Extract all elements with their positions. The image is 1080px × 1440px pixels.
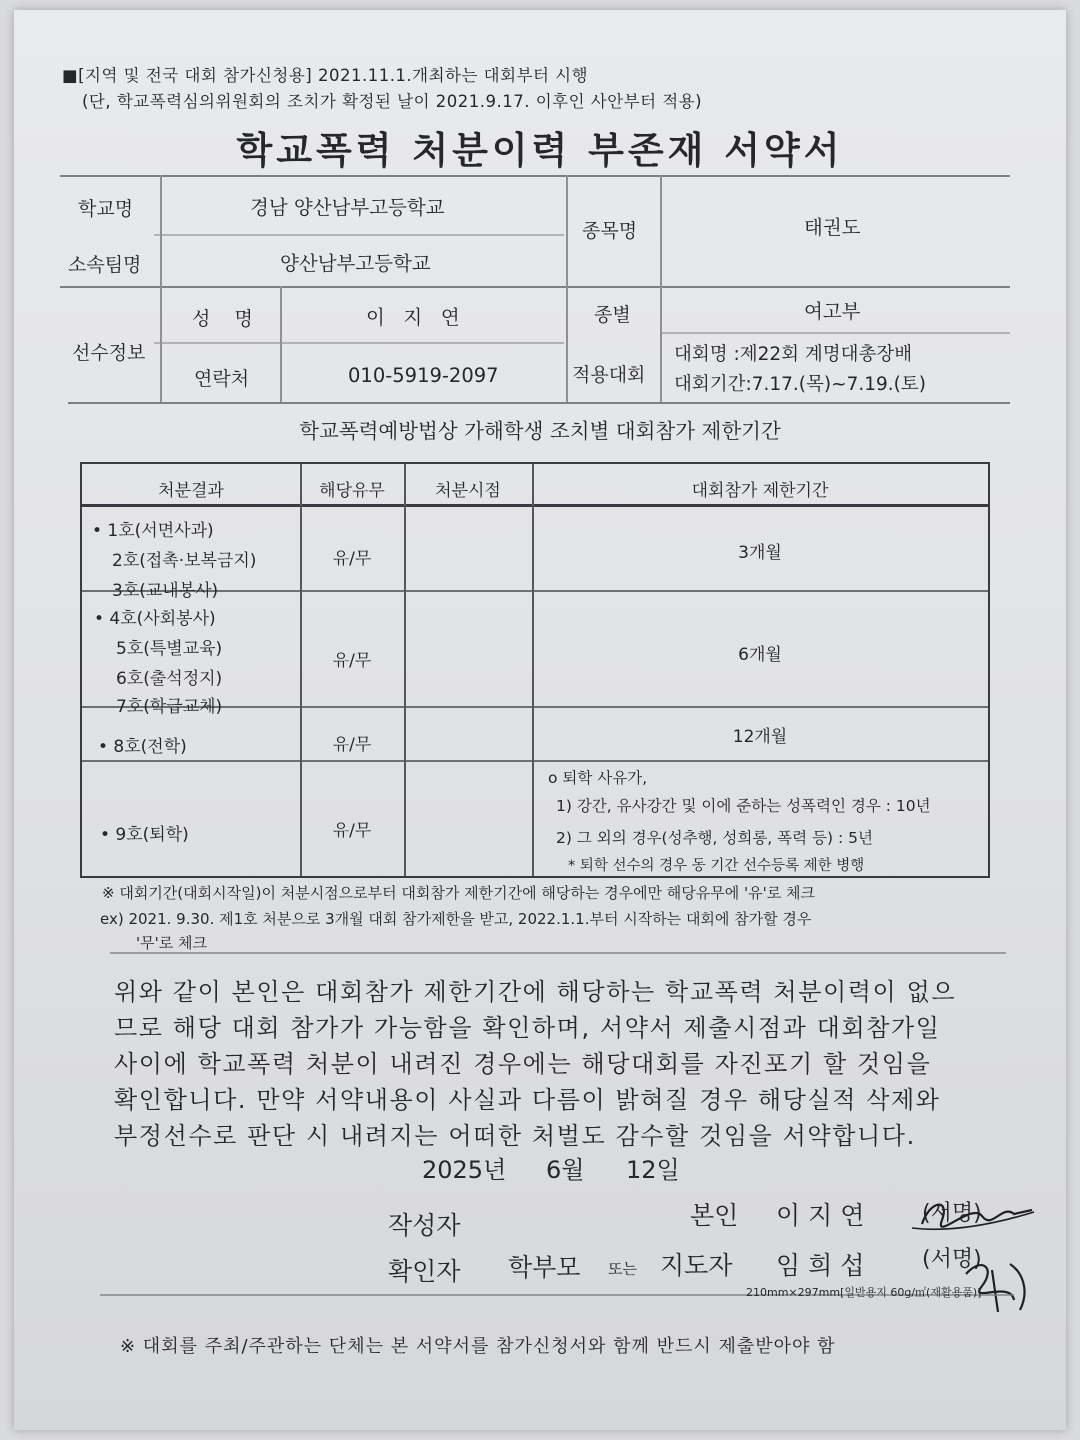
document-page xyxy=(14,10,1066,1430)
or-label: 또는 xyxy=(608,1260,637,1278)
row2-item-1: • 4호(사회봉사) xyxy=(94,609,216,629)
table-col-2 xyxy=(404,464,406,876)
restriction-title: 학교폭력예방법상 가해학생 조치별 대회참가 제한기간 xyxy=(299,419,781,443)
row3-item-1: • 8호(전학) xyxy=(98,737,187,757)
row4-period-line-3: 2) 그 외의 경우(성추행, 성희롱, 폭력 등) : 5년 xyxy=(556,829,873,847)
page-title: 학교폭력 처분이력 부존재 서약서 xyxy=(236,129,844,172)
row1-item-1: • 1호(서면사과) xyxy=(92,521,214,541)
coach-sign-label: (서명) xyxy=(922,1247,982,1272)
pledge-line-1: 위와 같이 본인은 대회참가 제한기간에 해당하는 학교폭력 처분이력이 없으 xyxy=(114,978,957,1006)
header-applicable: 해당유무 xyxy=(319,481,385,501)
paper-spec: 210mm×297mm[일반용지 60g/㎡(재활용품)] xyxy=(746,1286,982,1299)
row1-item-3: 3호(교내봉사) xyxy=(112,581,219,601)
self-name: 이 지 연 xyxy=(776,1201,865,1230)
info-divider-category xyxy=(660,332,1010,334)
notice-line-1: ■[지역 및 전국 대회 참가신청용] 2021.11.1.개최하는 대회부터 시행 xyxy=(62,66,589,85)
team-label: 소속팀명 xyxy=(68,254,142,276)
row2-applicable: 유/무 xyxy=(332,651,372,671)
writer-label: 작성자 xyxy=(388,1211,461,1240)
row2-item-4: 7호(학급교체) xyxy=(116,697,223,717)
note-line-2: ex) 2021. 9.30. 제1호 처분으로 3개월 대회 참가제한을 받고, 2022.1.1.부터 시작하는 대회에 참가할 경우 xyxy=(100,910,812,928)
self-signature-scribble xyxy=(902,1190,1042,1240)
pledge-line-2: 므로 해당 대회 참가가 가능함을 확인하며, 서약서 제출시점과 대회참가일 xyxy=(114,1014,941,1042)
name-label: 성 명 xyxy=(192,308,253,330)
row3-applicable: 유/무 xyxy=(332,735,372,755)
footer-note: ※ 대회를 주최/주관하는 단체는 본 서약서를 참가신청서와 함께 반드시 제출받아야 함 xyxy=(120,1336,836,1357)
parent-label: 학부모 xyxy=(508,1253,581,1282)
pledge-line-5: 부정선수로 판단 시 내려지는 어떠한 처벌도 감수할 것임을 서약합니다. xyxy=(114,1122,916,1150)
player-info-label: 선수정보 xyxy=(72,342,146,364)
team-value: 양산남부고등학교 xyxy=(280,252,431,275)
header-result: 처분결과 xyxy=(158,481,224,501)
disposal-table xyxy=(80,462,990,878)
category-value: 여고부 xyxy=(804,300,861,323)
name-value: 이 지 연 xyxy=(366,306,460,329)
row1-period: 3개월 xyxy=(738,543,782,563)
note-line-1: ※ 대회기간(대회시작일)이 처분시점으로부터 대회참가 제한기간에 해당하는 경우에만 해당유무에 '유'로 체크 xyxy=(102,884,815,902)
competition-name: 대회명 :제22회 계명대총장배 xyxy=(674,344,913,365)
school-value: 경남 양산남부고등학교 xyxy=(250,196,445,219)
date-day: 12일 xyxy=(626,1156,680,1184)
row4-period-line-2: 1) 강간, 유사강간 및 이에 준하는 성폭력인 경우 : 10년 xyxy=(556,797,931,815)
row3-period: 12개월 xyxy=(732,727,788,747)
header-disposal-time: 처분시점 xyxy=(435,481,501,501)
pledge-line-4: 확인합니다. 만약 서약내용이 사실과 다름이 밝혀질 경우 해당실적 삭제와 xyxy=(114,1086,941,1114)
event-label: 종목명 xyxy=(582,220,638,242)
date-month: 6월 xyxy=(546,1156,585,1184)
info-col-2 xyxy=(280,286,282,402)
row1-applicable: 유/무 xyxy=(332,549,372,569)
info-divider-player xyxy=(154,342,564,344)
info-col-3 xyxy=(566,175,568,402)
header-restriction: 대회참가 제한기간 xyxy=(691,481,829,501)
competition-label: 적용대회 xyxy=(572,364,646,386)
info-divider-school xyxy=(154,234,564,236)
coach-label: 지도자 xyxy=(660,1251,733,1280)
pledge-line-3: 사이에 학교폭력 처분이 내려진 경우에는 해당대회를 자진포기 할 것임을 xyxy=(114,1050,932,1078)
row2-item-3: 6호(출석정지) xyxy=(116,669,223,689)
category-label: 종별 xyxy=(594,304,631,326)
date-year: 2025년 xyxy=(422,1156,507,1184)
table-header-border xyxy=(82,504,988,507)
event-value: 태권도 xyxy=(804,216,861,239)
contact-value: 010-5919-2097 xyxy=(348,364,499,387)
coach-name: 임 희 섭 xyxy=(776,1251,865,1280)
info-top-border xyxy=(60,175,1010,177)
row1-item-2: 2호(접촉·보복금지) xyxy=(112,551,257,571)
info-col-4 xyxy=(660,175,662,402)
info-divider xyxy=(60,286,1010,288)
competition-period: 대회기간:7.17.(목)~7.19.(토) xyxy=(674,374,926,395)
row4-item-1: • 9호(퇴학) xyxy=(100,825,189,845)
row4-applicable: 유/무 xyxy=(332,821,372,841)
self-sign-label: (서명) xyxy=(922,1201,982,1226)
row4-period-line-1: o 퇴학 사유가, xyxy=(548,769,648,787)
note-line-3: '무'로 체크 xyxy=(136,934,207,952)
info-col-1 xyxy=(160,175,162,402)
note-divider xyxy=(110,952,1006,954)
confirmer-label: 확인자 xyxy=(388,1257,461,1286)
table-col-3 xyxy=(532,464,534,876)
notice-line-2: (단, 학교폭력심의위원회의 조치가 확정된 날이 2021.9.17. 이후인 사안부터 적용) xyxy=(82,92,703,111)
self-label: 본인 xyxy=(690,1201,739,1230)
row4-period-line-4: * 퇴학 선수의 경우 동 기간 선수등록 제한 병행 xyxy=(568,858,865,874)
contact-label: 연락처 xyxy=(194,368,250,390)
info-bottom-border xyxy=(68,402,1010,404)
school-label: 학교명 xyxy=(78,198,134,220)
table-row-border-3 xyxy=(82,760,988,762)
row2-item-2: 5호(특별교육) xyxy=(116,639,223,659)
row2-period: 6개월 xyxy=(738,645,782,665)
